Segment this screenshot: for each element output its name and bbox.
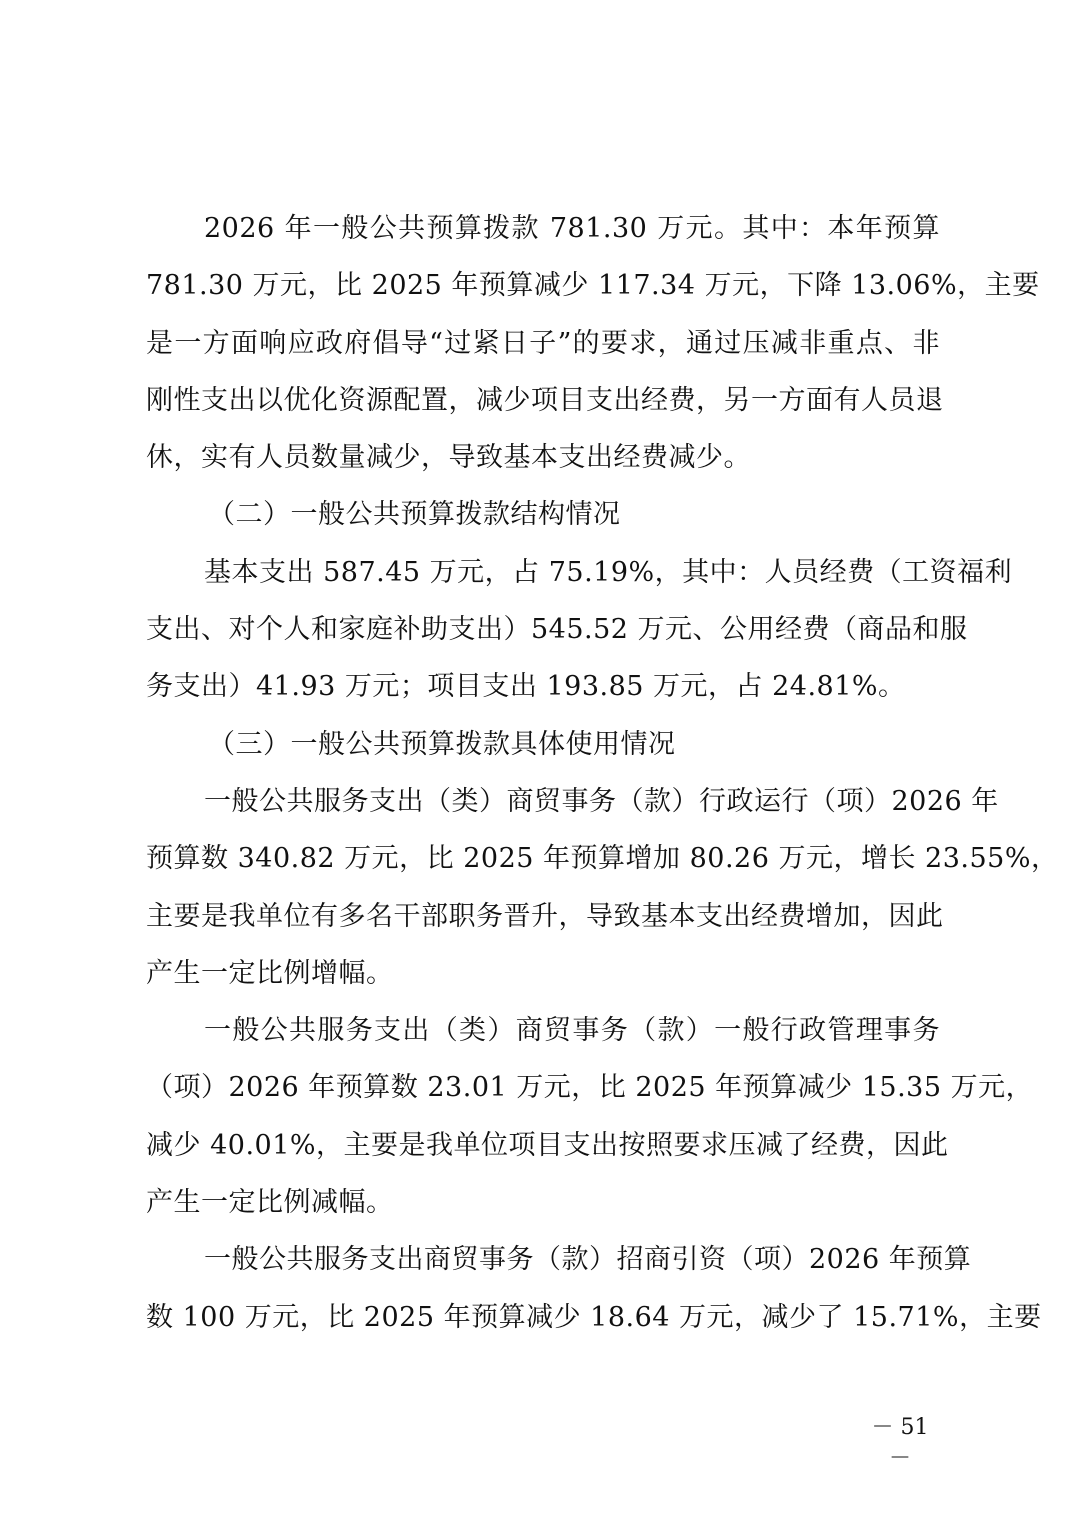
text-line: 数 100 万元，比 2025 年预算减少 18.64 万元，减少了 15.71%，主要 — [146, 1301, 1042, 1333]
paragraph-general-admin-affairs — [146, 1002, 1034, 1231]
document-page — [146, 200, 1059, 1346]
text-line: 一般公共服务支出（类）商贸事务（款）一般行政管理事务 — [204, 1015, 940, 1047]
text-line: 2026 年一般公共预算拨款 781.30 万元。其中：本年预算 — [204, 213, 940, 244]
text-line: 是一方面响应政府倡导“过紧日子”的要求，通过压减非重点、非 — [146, 327, 940, 359]
text-line: 刚性支出以优化资源配置，减少项目支出经费，另一方面有人员退 — [146, 384, 944, 416]
paragraph-admin-operation — [146, 773, 1059, 1002]
text-line: 781.30 万元，比 2025 年预算减少 117.34 万元，下降 13.06%，主要 — [146, 270, 1040, 302]
paragraph-budget-total — [146, 200, 1040, 486]
text-line: 产生一定比例增幅。 — [146, 957, 394, 989]
text-line: （项）2026 年预算数 23.01 万元，比 2025 年预算减少 15.35 万元， — [146, 1072, 1034, 1104]
paragraph-investment-promotion — [146, 1231, 1042, 1346]
text-line: 基本支出 587.45 万元，占 75.19%，其中：人员经费（工资福利 — [204, 556, 1013, 588]
section-heading-usage: （三）一般公共预算拨款具体使用情况 — [208, 728, 676, 760]
page-number: － 51 － — [871, 1415, 929, 1471]
text-line: 务支出）41.93 万元；项目支出 193.85 万元，占 24.81%。 — [146, 671, 906, 703]
text-line: 休，实有人员数量减少，导致基本支出经费减少。 — [146, 442, 751, 474]
section-heading-structure: （二）一般公共预算拨款结构情况 — [208, 499, 621, 531]
text-line: 预算数 340.82 万元，比 2025 年预算增加 80.26 万元，增长 23.55%， — [146, 843, 1059, 875]
text-line: 一般公共服务支出商贸事务（款）招商引资（项）2026 年预算 — [204, 1244, 972, 1276]
text-line: 减少 40.01%，主要是我单位项目支出按照要求压减了经费，因此 — [146, 1129, 949, 1161]
text-line: 支出、对个人和家庭补助支出）545.52 万元、公用经费（商品和服 — [146, 614, 968, 646]
paragraph-structure — [146, 544, 1013, 716]
text-line: 一般公共服务支出（类）商贸事务（款）行政运行（项）2026 年 — [204, 785, 999, 817]
text-line: 主要是我单位有多名干部职务晋升，导致基本支出经费增加，因此 — [146, 900, 944, 932]
text-line: 产生一定比例减幅。 — [146, 1187, 394, 1219]
